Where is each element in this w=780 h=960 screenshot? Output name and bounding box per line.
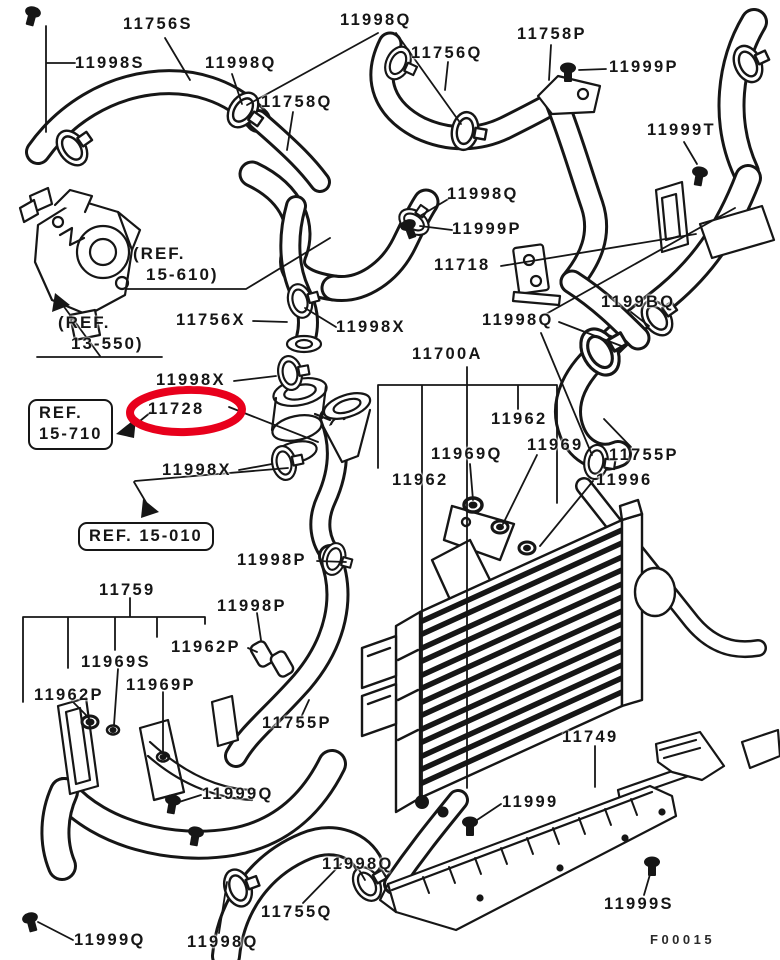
part-label-11998p-26: 11998P (237, 551, 307, 569)
part-label-11962-20: 11962 (491, 410, 548, 428)
part-label-11998x-18: 11998X (162, 461, 232, 479)
part-label-11998x-13: 11998X (336, 318, 406, 336)
ref-note-line: (REF. (133, 244, 186, 263)
part-label-11998p-27: 11998P (217, 597, 287, 615)
part-label-11755p-33: 11755P (262, 714, 332, 732)
part-label-11969q-21: 11969Q (431, 445, 503, 463)
part-label-11998s-1: 11998S (75, 54, 145, 72)
part-label-11999t-8: 11999T (647, 121, 716, 139)
part-label-11755p-24: 11755P (609, 446, 679, 464)
part-label-11998q-36: 11998Q (187, 933, 259, 951)
bracket-11718-drawing (513, 244, 560, 305)
part-label-11999p-10: 11999P (452, 220, 522, 238)
part-label-11999s-41: 11999S (604, 895, 674, 913)
part-label-11999p-7: 11999P (609, 58, 679, 76)
ref-note-line: 13-550) (71, 334, 144, 354)
part-label-11756x-12: 11756X (176, 311, 246, 329)
part-label-11728-17: 11728 (148, 400, 205, 418)
ref-note-line: 15-610) (146, 265, 219, 285)
ref-note-line: (REF. (58, 313, 111, 332)
part-label-11756s-0: 11756S (123, 15, 193, 33)
part-label-11759-28: 11759 (99, 581, 156, 599)
ref-box-15-710 (28, 399, 113, 450)
part-label-11962-23: 11962 (392, 471, 449, 489)
part-label-11969p-31: 11969P (126, 676, 196, 694)
part-label-11749-40: 11749 (562, 728, 619, 746)
ref-note-13-550 (58, 312, 144, 355)
part-label-11718-11: 11718 (434, 256, 491, 274)
part-label-11998x-16: 11998X (156, 371, 226, 389)
part-label-11962p-29: 11962P (171, 638, 241, 656)
part-label-11756q-5: 11756Q (411, 44, 483, 62)
part-label-11758q-3: 11758Q (261, 93, 333, 111)
part-label-11999q-34: 11999Q (202, 785, 274, 803)
ref-box-15-010 (78, 522, 214, 551)
ref-box-line: 15-710 (39, 425, 103, 444)
part-label-11999q-35: 11999Q (74, 931, 146, 949)
part-label-1199bq-15: 1199BQ (601, 293, 676, 311)
ref-box-line: REF. (39, 404, 83, 422)
part-label-11758p-6: 11758P (517, 25, 587, 43)
part-label-11998q-9: 11998Q (447, 185, 519, 203)
part-label-11999-39: 11999 (502, 793, 559, 811)
ref-box-line: REF. 15-010 (89, 527, 203, 545)
part-label-11998q-38: 11998Q (322, 855, 394, 873)
part-label-11755q-37: 11755Q (261, 903, 333, 921)
figure-code: F00015 (650, 932, 716, 947)
part-label-11998q-14: 11998Q (482, 311, 554, 329)
part-label-11969s-30: 11969S (81, 653, 151, 671)
part-label-11700a-19: 11700A (412, 345, 483, 363)
part-label-11962p-32: 11962P (34, 686, 104, 704)
part-label-11996-25: 11996 (596, 471, 653, 489)
ref-note-15-610 (133, 243, 219, 286)
part-label-11998q-2: 11998Q (205, 54, 277, 72)
part-label-11969-22: 11969 (527, 436, 584, 454)
part-label-11998q-4: 11998Q (340, 11, 412, 29)
